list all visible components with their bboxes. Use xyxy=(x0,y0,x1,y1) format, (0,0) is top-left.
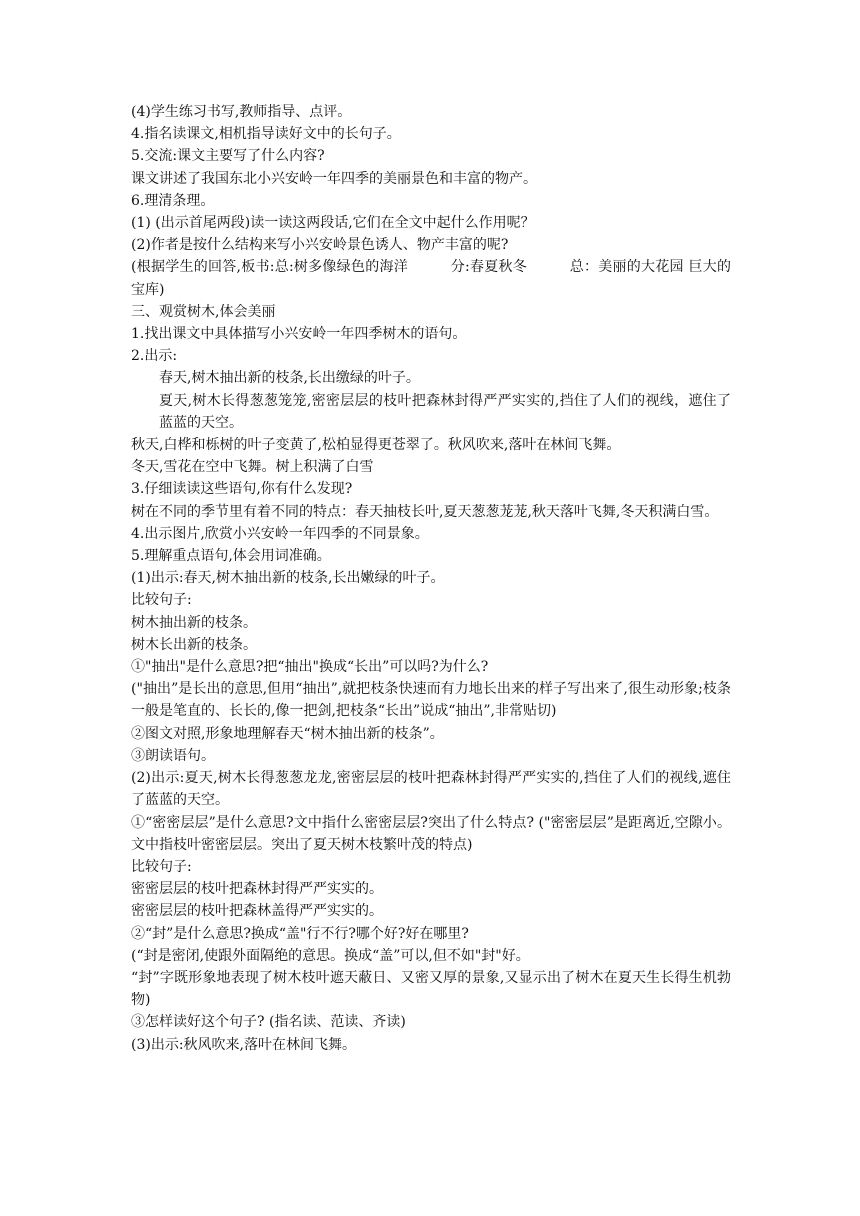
text-line: 5.理解重点语句,体会用词准确。 xyxy=(131,548,331,565)
text-line: (2)作者是按什么结构来写小兴安岭景色诱人、物产丰富的呢? xyxy=(131,237,509,254)
text-line: 6.理清条理。 xyxy=(131,192,215,209)
text-line: (4)学生练习书写,教师指导、点评。 xyxy=(131,104,352,120)
text-line: 4.指名读课文,相机指导读好文中的长句子。 xyxy=(131,126,401,143)
text-line: ②“封”是什么意思?换成“盖"行不行?哪个好?好在哪里? xyxy=(131,925,469,942)
text-line: 比较句子: xyxy=(131,858,192,875)
text-line: 1.找出课文中具体描写小兴安岭一年四季树木的语句。 xyxy=(131,326,467,343)
text-line: (1)出示:春天,树木抽出新的枝条,长出嫩绿的叶子。 xyxy=(131,570,445,587)
text-line: ③朗读语句。 xyxy=(131,747,215,764)
quote-line: 冬天,雪花在空中飞舞。树上积满了白雪 xyxy=(131,459,374,476)
text-paragraph: (2)出示:夏天,树木长得葱葱龙龙,密密层层的枝叶把森林封得严严实实的,挡住了人们的视线,遮住了蓝蓝的天空。 xyxy=(131,770,731,809)
quote-line: 秋天,白桦和栎树的叶子变黄了,松柏显得更苍翠了。秋风吹来,落叶在林间飞舞。 xyxy=(131,437,621,454)
text-line: (1) (出示首尾两段)读一读这两段话,它们在全文中起什么作用呢？ xyxy=(131,215,535,232)
text-paragraph: ①“密密层层”是什么意思?文中指什么密密层层?突出了什么特点? ("密密层层”是距离近,空隙小。文中指枝叶密密层层。突出了夏天树木枝繁叶茂的特点) xyxy=(131,814,731,853)
text-line: ③怎样读好这个句子? (指名读、范读、齐读) xyxy=(131,1014,406,1031)
section-heading: 三、观赏树木,体会美丽 xyxy=(131,303,276,320)
text-line: 4.出示图片,欣赏小兴安岭一年四季的不同景象。 xyxy=(131,525,429,542)
text-line: (3)出示:秋风吹来,落叶在林间飞舞。 xyxy=(131,1036,356,1053)
text-paragraph: 树在不同的季节里有着不同的特点：春天抽枝长叶,夏天葱葱茏茏,秋天落叶飞舞,冬天积满白雪。 xyxy=(131,503,719,520)
text-line: (“封是密闭,使跟外面隔绝的意思。换成“盖”可以,但不如"封"好。 xyxy=(131,947,530,964)
text-paragraph: (根据学生的回答,板书:总:树多像绿色的海洋 分:春夏秋冬 总：美丽的大花园 巨大的宝库) xyxy=(131,259,731,298)
text-line: 比较句子: xyxy=(131,592,192,609)
quote-paragraph: 夏天,树木长得葱葱笼笼,密密层层的枝叶把森林封得严严实实的,挡住了人们的视线，遮住了蓝蓝的天空。 xyxy=(159,392,731,431)
quote-line: 春天,树木抽出新的枝条,长出缴绿的叶子。 xyxy=(159,370,420,387)
text-paragraph: “封”字既形象地表现了树木枝叶遮天蔽日、又密又厚的景象,又显示出了树木在夏天生长得生机勃物) xyxy=(131,969,731,1009)
document-body xyxy=(131,101,731,1056)
text-line: ②图文对照,形象地理解春天“树木抽出新的枝条”。 xyxy=(131,725,444,742)
text-line: 密密层层的枝叶把森林封得严严实实的。 xyxy=(131,881,383,898)
text-line: 密密层层的枝叶把森林盖得严严实实的。 xyxy=(131,903,383,920)
text-line: 课文讲述了我国东北小兴安岭一年四季的美丽景色和丰富的物产。 xyxy=(131,170,537,187)
text-paragraph: ("抽出”是长出的意思,但用“抽出”,就把枝条快速而有力地长出来的样子写出来了,很生动形象;枝条一般是笔直的、长长的,像一把剑,把枝条“长出”说成“抽出”,非常贴切) xyxy=(131,681,731,720)
text-line: 3.仔细读读这些语句,你有什么发现? xyxy=(131,481,353,498)
text-line: ①"抽出"是什么意思?把“抽出"换成“长出”可以吗?为什么? xyxy=(131,659,489,676)
text-line: 树木抽出新的枝条。 xyxy=(131,614,257,631)
text-line: 5.交流:课文主要写了什么内容? xyxy=(131,148,325,165)
text-line: 树木长出新的枝条。 xyxy=(131,636,257,653)
text-line: 2.出示: xyxy=(131,348,178,365)
